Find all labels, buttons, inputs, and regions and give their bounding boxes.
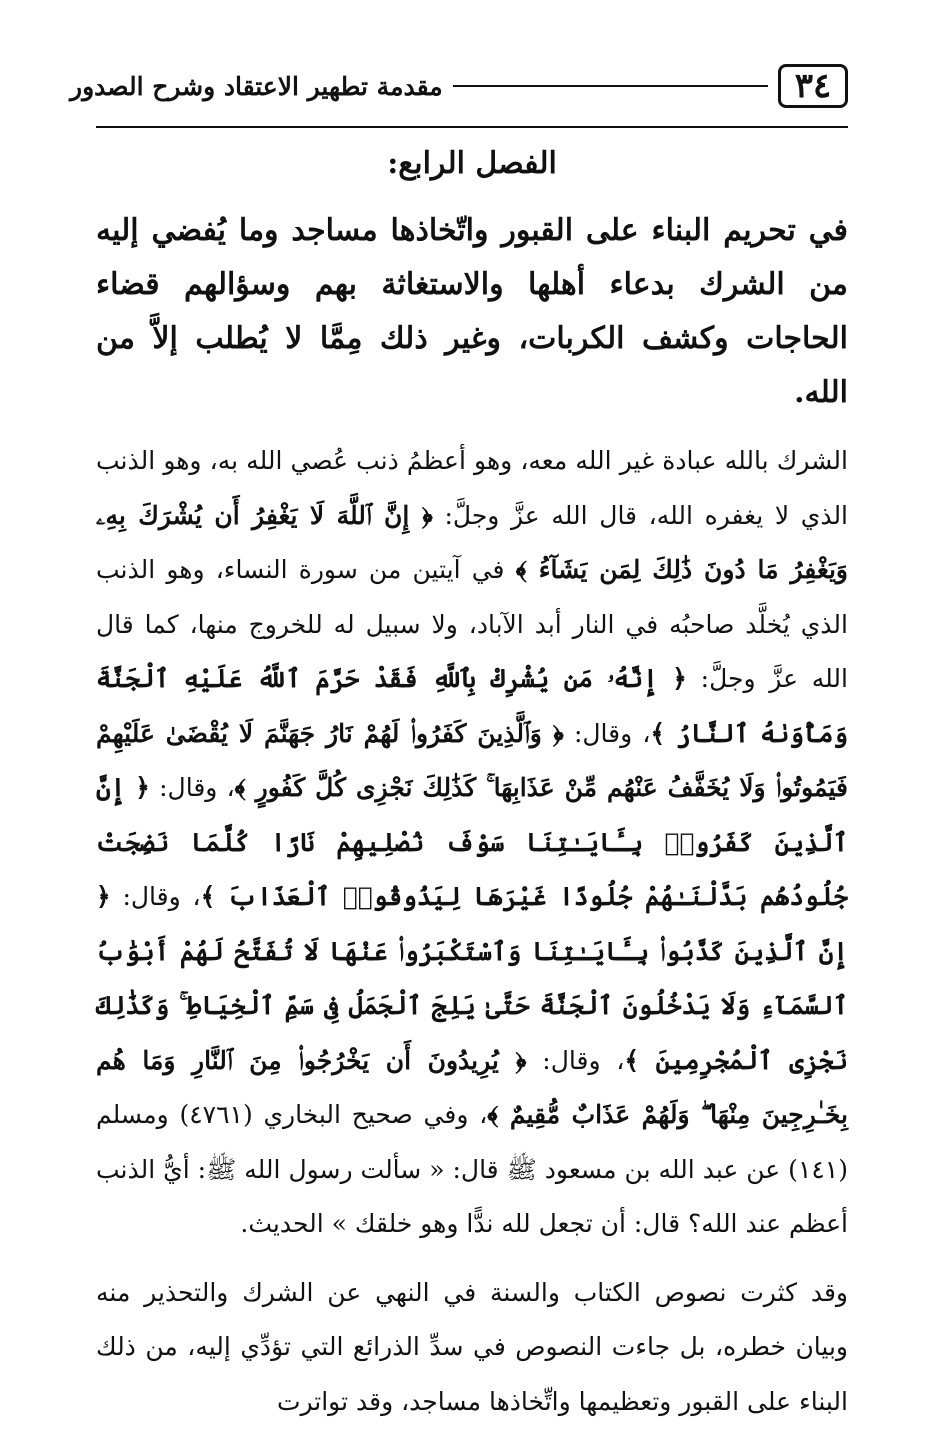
header-rule	[453, 85, 768, 87]
text-segment: ، وقال:	[527, 1046, 625, 1075]
page-number: ٣٤	[778, 64, 848, 108]
chapter-heading: الفصل الرابع:	[96, 142, 848, 186]
quran-verse: ﴿ وَٱلَّذِينَ كَفَرُوا۟ لَهُمْ نَارُ جَهَنَّمَ لَا يُقْضَىٰ عَلَيْهِمْ فَيَمُوتُوا۟ وَلَا يُخَفَّفُ عَنْهُم مِّنْ عَذَابِهَا ۚ كَذَٰلِكَ نَجْزِى كُلَّ كَفُورٍ ﴾	[96, 719, 848, 803]
text-segment: ، وقال:	[111, 882, 201, 911]
quran-verse: ﴿ إِنَّهُۥ مَن يُشْرِكْ بِٱللَّهِ فَقَدْ حَرَّمَ ٱللَّهُ عَلَيْهِ ٱلْجَنَّةَ وَمَأْوَىٰهُ ٱلنَّارُ ﴾	[96, 664, 848, 748]
paragraph-shirk-definition	[96, 434, 848, 1252]
text-segment: ، وقال:	[564, 719, 651, 748]
paragraph-texts-warning: وقد كثرت نصوص الكتاب والسنة في النهي عن الشرك والتحذير منه وبيان خطره، بل جاءت النصوص في سدِّ الذرائع التي تؤدِّي إليه، من ذلك البناء على القبور وتعظيمها واتِّخاذها مساجد، وقد تواترت	[96, 1266, 848, 1429]
text-segment: ، وفي صحيح البخاري (٤٧٦١) ومسلم (١٤١) عن عبد الله بن مسعود ﷺ قال: « سألت رسول الله ﷺ: أيُّ الذنب أعظم عند الله؟ قال: أن تجعل لله ندًّا وهو خلقك » الحديث.	[96, 1100, 848, 1238]
page-header	[70, 58, 848, 114]
text-segment: الشرك بالله عبادة غير الله معه، وهو أعظمُ ذنب عُصي الله به، وهو الذنب الذي لا يغفره الله، قال الله عزَّ وجلَّ:	[96, 446, 848, 530]
quran-verse: ﴿ إِنَّ ٱلَّذِينَ كَفَرُوا۟ بِـَٔايَـٰتِنَا سَوْفَ نُصْلِيهِمْ نَارًا كُلَّمَا نَضِجَتْ جُلُودُهُم بَدَّلْنَـٰهُمْ جُلُودًا غَيْرَهَا لِيَذُوقُوا۟ ٱلْعَذَابَ ﴾	[96, 773, 848, 911]
quran-verse: ﴿ إِنَّ ٱلَّذِينَ كَذَّبُوا۟ بِـَٔايَـٰتِنَا وَٱسْتَكْبَرُوا۟ عَنْهَا لَا تُفَتَّحُ لَهُمْ أَبْوَٰبُ ٱلسَّمَآءِ وَلَا يَدْخُلُونَ ٱلْجَنَّةَ حَتَّىٰ يَلِجَ ٱلْجَمَلُ فِى سَمِّ ٱلْخِيَاطِ ۚ وَكَذَٰلِكَ نَجْزِى ٱلْمُجْرِمِينَ ﴾	[96, 882, 848, 1075]
quran-verse: ﴿ يُرِيدُونَ أَن يَخْرُجُوا۟ مِنَ ٱلنَّارِ وَمَا هُم بِخَـٰرِجِينَ مِنْهَا ۖ وَلَهُمْ عَذَابٌ مُّقِيمٌ ﴾	[96, 1046, 848, 1130]
page-body	[96, 142, 848, 1429]
running-title: مقدمة تطهير الاعتقاد وشرح الصدور	[70, 72, 443, 101]
header-underline	[96, 126, 848, 128]
text-segment: في آيتين من سورة النساء، وهو الذنب الذي يُخلَّد صاحبُه في النار أبد الآباد، ولا سبيل له للخروج منها، كما قال الله عزَّ وجلَّ:	[96, 555, 848, 693]
quran-verse: ﴿ إِنَّ ٱللَّهَ لَا يَغْفِرُ أَن يُشْرَكَ بِهِۦ وَيَغْفِرُ مَا دُونَ ذَٰلِكَ لِمَن يَشَآءُ ﴾	[96, 501, 848, 585]
chapter-subtitle: في تحريم البناء على القبور واتّخاذها مساجد وما يُفضي إليه من الشرك بدعاء أهلها والاستغاثة بهم وسؤالهم قضاء الحاجات وكشف الكربات، وغير ذلك مِمَّا لا يُطلب إلاَّ من الله.	[96, 204, 848, 420]
text-segment: ، وقال:	[150, 773, 235, 802]
